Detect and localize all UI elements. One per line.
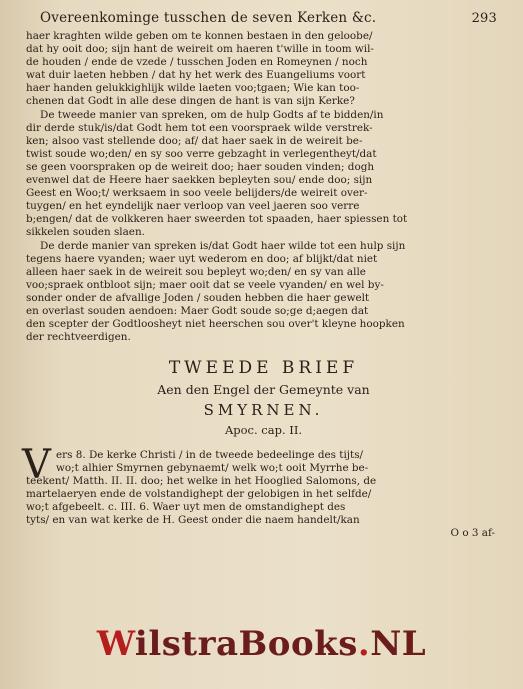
watermark-tld: NL <box>370 624 427 664</box>
text-line: teekent/ Matth. II. II. doo; het welke in het Hooglied Salomons, de <box>26 474 377 487</box>
section-title: TWEEDE BRIEF <box>168 358 359 379</box>
text-line: martelaeryen ende de volstandighept der gelobigen in het selfde/ <box>26 487 372 500</box>
text-line: b;engen/ dat de volkkeren haer sweerden tot spaaden, haer spiessen tot <box>26 213 408 226</box>
commentary-block <box>22 441 501 541</box>
watermark-dot: . <box>357 624 371 664</box>
text-line: wat duir laeten hebben / dat hy het werk des Euangeliums voort <box>26 69 366 82</box>
text-line: voo;spraek ontbloot sijn; maer ooit dat se veele vyanden/ en wel by- <box>26 278 384 291</box>
watermark-logo <box>0 624 523 664</box>
text-line: twist soude wo;den/ en sy soo verre gebzaght in verlegentheyt/dat <box>26 147 377 160</box>
text-line: sonder onder de afvallige Joden / souden hebben die haer gewelt <box>26 291 370 304</box>
text-line: chenen dat Godt in alle dese dingen de hant is van sijn Kerke? <box>26 95 355 108</box>
text-line: sikkelen souden slaen. <box>26 226 145 239</box>
text-line: ken; alsoo vast stellende doo; af/ dat haer saek in de weireit be- <box>26 134 363 147</box>
paragraph-1 <box>26 30 501 109</box>
text-line: en overlast souden aendoen: Maer Godt soude so;ge d;aegen dat <box>26 304 369 317</box>
running-header <box>40 10 503 26</box>
text-line: De derde manier van spreken is/dat Godt haer wilde tot een hulp sijn <box>40 239 406 252</box>
page-number: 293 <box>471 11 497 26</box>
text-line: dir derde stuk/is/dat Godt hem tot een voorspraek wilde verstrek- <box>26 121 373 134</box>
paragraph-3 <box>26 240 501 345</box>
watermark-initial: W <box>96 624 135 664</box>
text-line: haer kraghten wilde geben om te konnen bestaen in den geloobe/ <box>26 30 373 42</box>
text-line: tuygen/ en het eyndelijk naer verloop van veel jaeren soo verre <box>26 200 360 213</box>
paragraph-2 <box>26 109 501 240</box>
section-subtitle: Aen den Engel der Gemeynte van <box>157 382 370 398</box>
text-line: tyts/ en van wat kerke de H. Geest onder die naem handelt/kan <box>26 514 360 527</box>
text-line: der rechtveerdigen. <box>26 331 131 344</box>
drop-cap: V <box>22 441 51 488</box>
text-line: se geen voorspraken op de weireit doo; haer souden vinden; dogh <box>26 160 375 173</box>
text-line: wo;t alhier Smyrnen gebynaemt/ welk wo;t ooit Myrrhe be- <box>56 461 369 474</box>
watermark-name: ilstraBooks <box>134 624 358 664</box>
text-line: den scepter der Godtloosheyt niet heerschen sou over't kleyne hoopken <box>26 318 405 331</box>
text-line: dat hy ooit doo; sijn hant de weireit om haeren t'wille in toom wil- <box>26 43 374 56</box>
text-line: tegens haere vyanden; waer uyt wederom en doo; af blijkt/dat niet <box>26 252 378 265</box>
text-line: alleen haer saek in de weireit sou bepleyt wo;den/ en sy van alle <box>26 265 366 278</box>
text-line: haer handen gelukkighlijk wilde laeten voo;tgaen; Wie kan too- <box>26 82 360 95</box>
running-title: Overeenkominge tusschen de seven Kerken &c. <box>40 10 377 26</box>
text-line: de houden / ende de vzede / tusschen Joden en Romeynen / noch <box>26 56 368 69</box>
text-line: ers 8. De kerke Christi / in de tweede bedeelinge des tijts/ <box>56 448 364 461</box>
text-line: De tweede manier van spreken, om de hulp Godts af te bidden/in <box>40 108 384 121</box>
scripture-reference: Apoc. cap. II. <box>224 422 303 437</box>
text-line: evenwel dat de Heere haer saekken bepleyten sou/ ende doo; sijn <box>26 174 373 187</box>
text-line: wo;t afgebeelt. c. III. 6. Waer uyt men de omstandighept des <box>26 501 346 513</box>
page-body <box>22 30 501 540</box>
section-city: SMYRNEN. <box>203 401 324 420</box>
text-line: Geest en Woo;t/ werksaem in soo veele belijders/de weireit over- <box>26 187 368 200</box>
catchword: O o 3 af- <box>450 527 495 540</box>
